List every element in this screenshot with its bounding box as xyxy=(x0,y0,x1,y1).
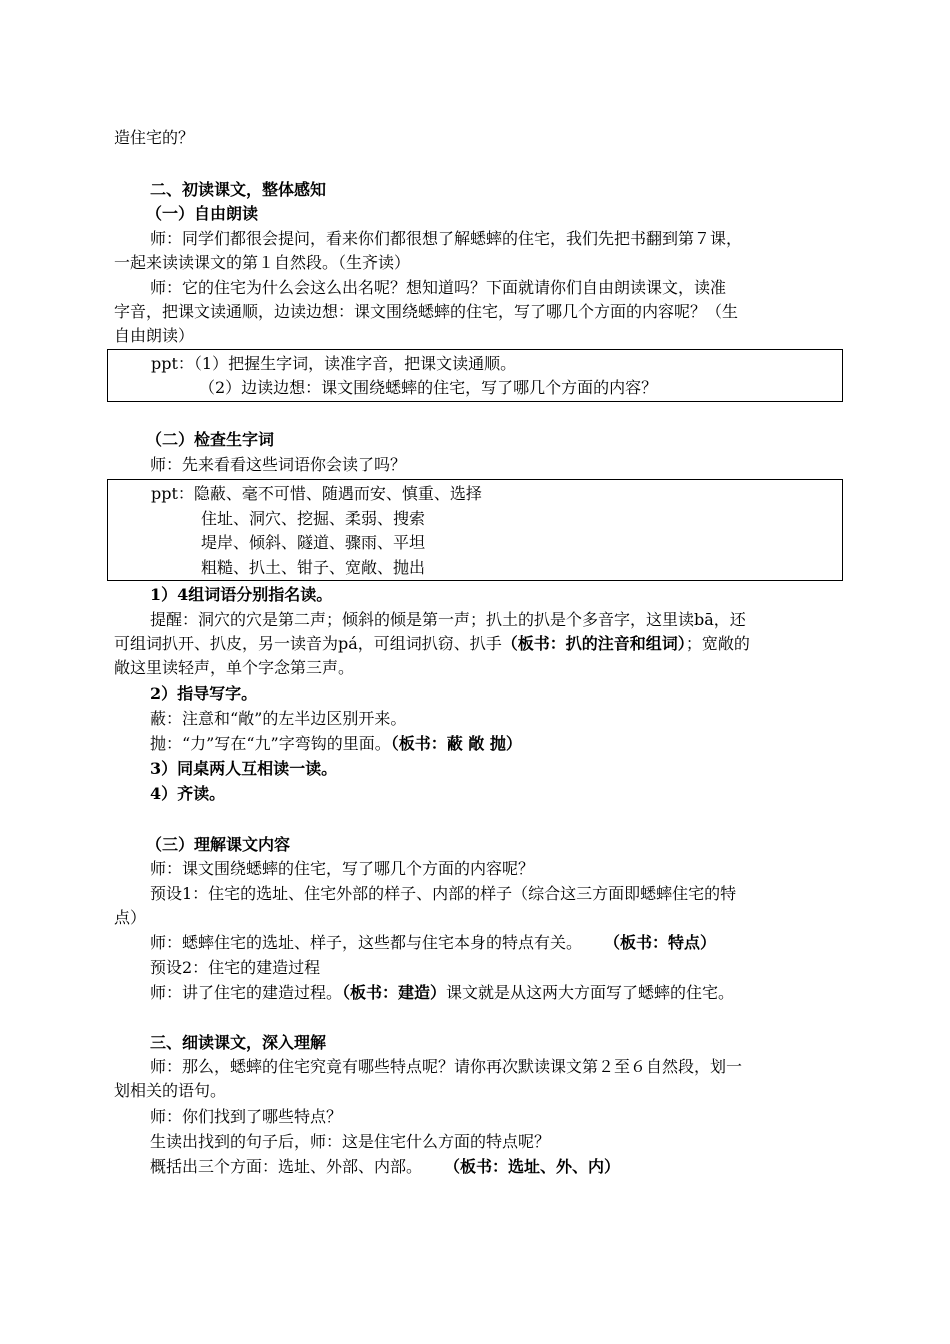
paragraph-line: 造住宅的？ xyxy=(114,128,195,147)
paragraph-line: 点） xyxy=(114,908,147,927)
ppt-word-line: 粗糙、扒土、钳子、宽敞、抛出 xyxy=(201,558,426,577)
step-heading: 3）同桌两人互相读一读。 xyxy=(150,759,338,778)
paragraph-line: 师：你们找到了哪些特点？ xyxy=(150,1107,343,1126)
paragraph-line: 敞这里读轻声，单个字念第三声。 xyxy=(114,658,355,677)
ppt-line: （2）边读边想：课文围绕蟋蟀的住宅，写了哪几个方面的内容？ xyxy=(199,378,658,397)
paragraph-line: 字音，把课文读通顺，边读边想：课文围绕蟋蟀的住宅，写了哪几个方面的内容呢？（生 xyxy=(114,302,739,321)
subsection-heading: （三）理解课文内容 xyxy=(146,835,291,854)
board-note: （板书：蔽 敞 抛） xyxy=(390,734,522,753)
paragraph-line: 概括出三个方面：选址、外部、内部。 （板书：选址、外、内） xyxy=(150,1157,621,1176)
paragraph-line: 师：课文围绕蟋蟀的住宅，写了哪几个方面的内容呢？ xyxy=(150,859,535,878)
section-heading: 三、细读课文，深入理解 xyxy=(150,1033,327,1052)
paragraph-line: 师：先来看看这些词语你会读了吗？ xyxy=(150,455,407,474)
board-note: （板书：建造） xyxy=(342,983,447,1002)
paragraph-line: 自由朗读） xyxy=(114,326,195,345)
paragraph-line: 师：它的住宅为什么会这么出名呢？想知道吗？下面就请你们自由朗读课文，读准 xyxy=(150,278,727,297)
ppt-word-line: ppt：隐蔽、毫不可惜、随遇而安、慎重、选择 xyxy=(151,484,482,503)
ppt-word-box xyxy=(107,479,843,581)
paragraph-line: 提醒：洞穴的穴是第二声；倾斜的倾是第一声；扒土的扒是个多音字，这里读bā，还 xyxy=(150,610,746,629)
paragraph-line: 可组词扒开、扒皮，另一读音为pá，可组词扒窃、扒手（板书：扒的注音和组词）；宽敞的 xyxy=(114,634,750,653)
ppt-word-line: 堤岸、倾斜、隧道、骤雨、平坦 xyxy=(201,533,426,552)
paragraph-line: 预设2：住宅的建造过程 xyxy=(150,958,321,977)
ppt-word-line: 住址、洞穴、挖掘、柔弱、搜索 xyxy=(201,509,426,528)
board-note: （板书：选址、外、内） xyxy=(452,1157,621,1176)
section-heading: 二、初读课文，整体感知 xyxy=(150,180,327,199)
subsection-heading: （一）自由朗读 xyxy=(146,204,259,223)
step-heading: 1）4组词语分别指名读。 xyxy=(150,585,333,604)
step-heading: 2）指导写字。 xyxy=(150,684,258,703)
step-heading: 4）齐读。 xyxy=(150,784,226,803)
board-note: （板书：扒的注音和组词） xyxy=(501,634,686,653)
paragraph-line: 师：蟋蟀住宅的选址、样子，这些都与住宅本身的特点有关。 （板书：特点） xyxy=(150,933,717,952)
paragraph-line: 师：同学们都很会提问，看来你们都很想了解蟋蟀的住宅，我们先把书翻到第７课， xyxy=(150,229,743,248)
paragraph-line: 师：那么，蟋蟀的住宅究竟有哪些特点呢？请你再次默读课文第２至６自然段，划一 xyxy=(150,1057,743,1076)
paragraph-line: 划相关的语句。 xyxy=(114,1081,227,1100)
paragraph-line: 一起来读读课文的第１自然段。（生齐读） xyxy=(114,253,411,272)
ppt-box xyxy=(107,349,843,402)
paragraph-line: 蔽：注意和“敞”的左半边区别开来。 xyxy=(150,709,407,728)
paragraph-line: 生读出找到的句子后，师：这是住宅什么方面的特点呢？ xyxy=(150,1132,551,1151)
ppt-line: ppt：（1）把握生字词，读准字音，把课文读通顺。 xyxy=(151,354,517,373)
board-note: （板书：特点） xyxy=(612,933,717,952)
paragraph-line: 师：讲了住宅的建造过程。（板书：建造）课文就是从这两大方面写了蟋蟀的住宅。 xyxy=(150,983,735,1002)
paragraph-line: 预设1：住宅的选址、住宅外部的样子、内部的样子（综合这三方面即蟋蟀住宅的特 xyxy=(150,884,737,903)
subsection-heading: （二）检查生字词 xyxy=(146,430,275,449)
paragraph-line: 抛：“力”写在“九”字弯钩的里面。（板书：蔽 敞 抛） xyxy=(150,734,522,753)
